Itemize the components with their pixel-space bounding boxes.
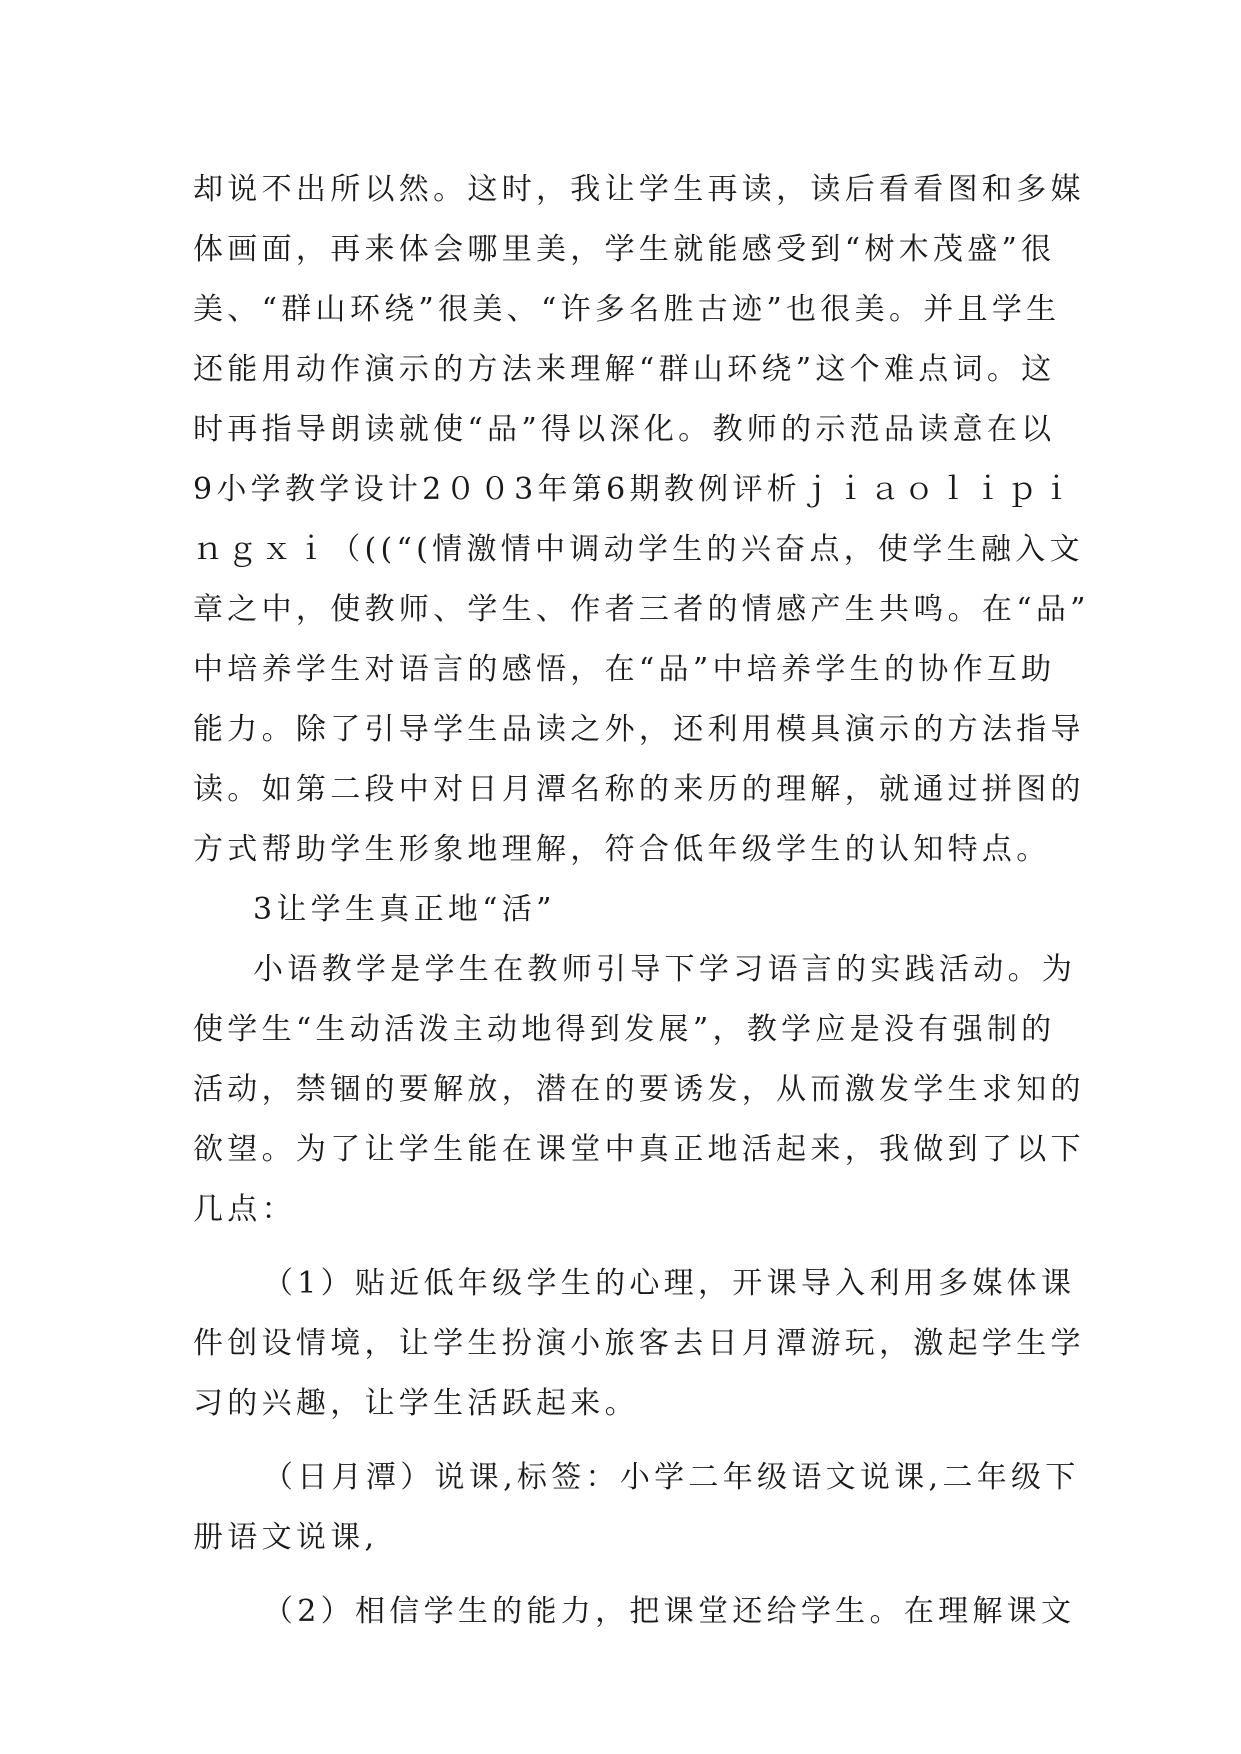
- text-line: 几点：: [193, 1192, 296, 1227]
- text-line: 时再指导朗读就使“品”得以深化。教师的示范品读意在以: [193, 412, 1056, 447]
- text-line: 美、“群山环绕”很美、“许多名胜古迹”也很美。并且学生: [193, 292, 1061, 327]
- text-line: ｎｇｘｉ（((“(情激情中调动学生的兴奋点，使学生融入文: [193, 532, 1084, 567]
- text-line: 方式帮助学生形象地理解，符合低年级学生的认知特点。: [193, 832, 1051, 867]
- text-line: 中培养学生对语言的感悟，在“品”中培养学生的协作互助: [193, 652, 1056, 687]
- text-line: 活动，禁锢的要解放，潜在的要诱发，从而激发学生求知的: [193, 1072, 1085, 1107]
- tag-line: （日月潭）说课,标签：小学二年级语文说课,二年级下: [263, 1460, 1080, 1495]
- body-text: [193, 160, 1090, 1642]
- text-line: 9小学教学设计2００3年第6期教例评析ｊｉａｏｌｉｐｉ: [193, 472, 1076, 507]
- text-line: 件创设情境，让学生扮演小旅客去日月潭游玩，激起学生学: [193, 1326, 1085, 1361]
- tag-line: 册语文说课,: [193, 1520, 379, 1555]
- text-line: 体画面，再来体会哪里美，学生就能感受到“树木茂盛”很: [193, 232, 1056, 267]
- text-line: 却说不出所以然。这时，我让学生再读，读后看看图和多媒: [193, 172, 1085, 207]
- text-line: 能力。除了引导学生品读之外，还利用模具演示的方法指导: [193, 712, 1085, 747]
- text-line: 习的兴趣，让学生活跃起来。: [193, 1386, 639, 1421]
- section-heading: 3让学生真正地“活”: [253, 892, 556, 927]
- text-line: 小语教学是学生在教师引导下学习语言的实践活动。为: [253, 952, 1077, 987]
- text-line: 欲望。为了让学生能在课堂中真正地活起来，我做到了以下: [193, 1132, 1085, 1167]
- text-line: 读。如第二段中对日月潭名称的来历的理解，就通过拼图的: [193, 772, 1085, 807]
- text-line: 章之中，使教师、学生、作者三者的情感产生共鸣。在“品”: [193, 592, 1090, 627]
- text-line: 使学生“生动活泼主动地得到发展”，教学应是没有强制的: [193, 1012, 1056, 1047]
- list-item: （2）相信学生的能力，把课堂还给学生。在理解课文: [263, 1594, 1076, 1629]
- text-line: 还能用动作演示的方法来理解“群山环绕”这个难点词。这: [193, 352, 1056, 387]
- list-item: （1）贴近低年级学生的心理，开课导入利用多媒体课: [263, 1266, 1076, 1301]
